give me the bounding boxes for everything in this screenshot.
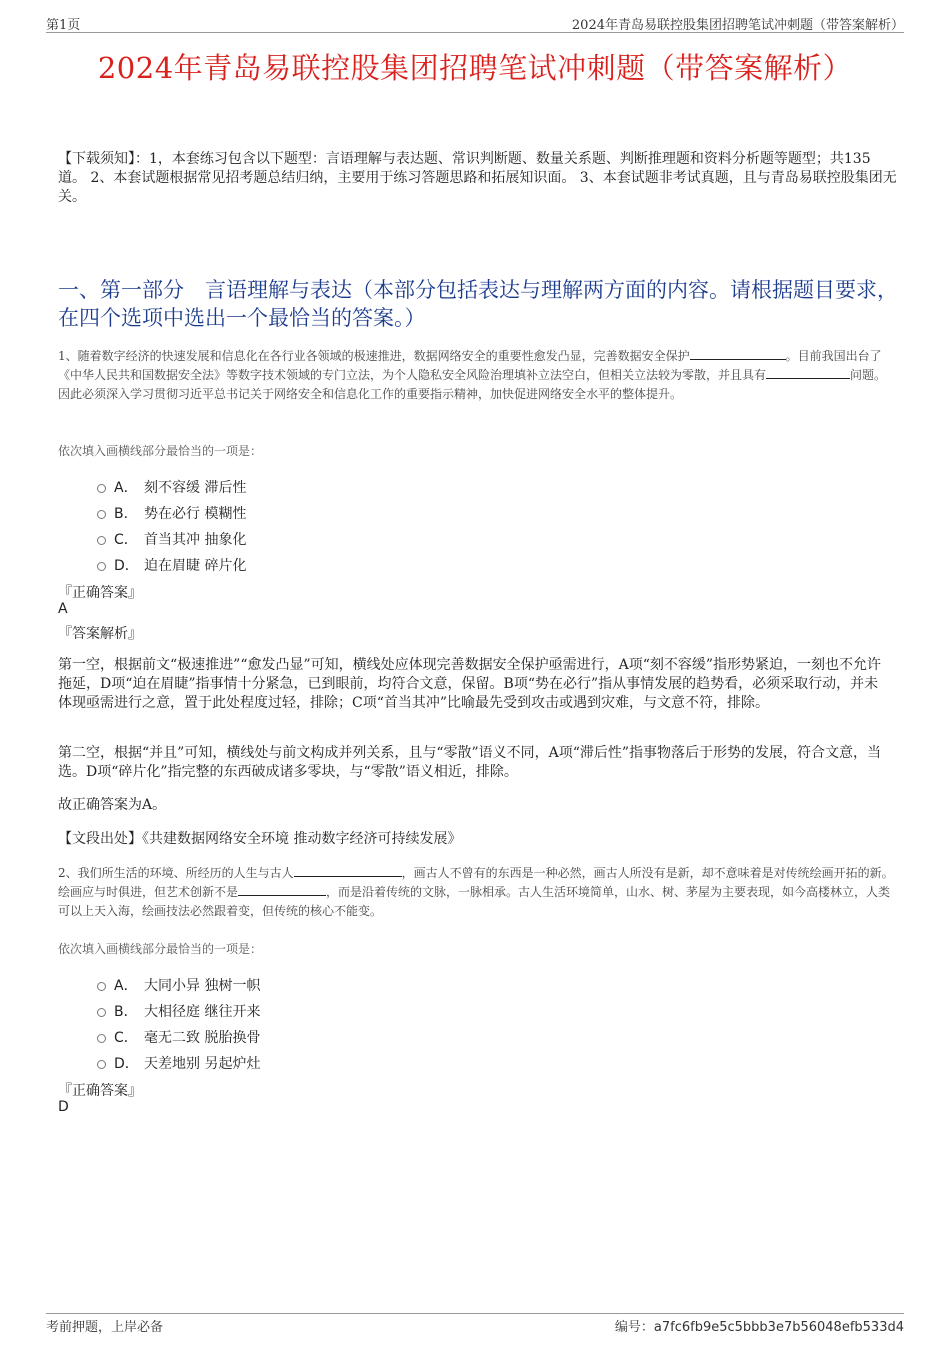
blank-line bbox=[294, 864, 402, 877]
q1-option-a[interactable]: A． 刻不容缓 滞后性 bbox=[97, 477, 246, 497]
q2-option-b[interactable]: B． 大相径庭 继往开来 bbox=[97, 1001, 260, 1021]
q1-analysis-label: 『答案解析』 bbox=[58, 626, 142, 642]
q1-conclusion: 故正确答案为A。 bbox=[58, 797, 167, 813]
radio-button[interactable] bbox=[97, 1060, 106, 1069]
q2-option-d[interactable]: D． 天差地别 另起炉灶 bbox=[97, 1053, 260, 1073]
q1-analysis-paragraph-2: 第二空，根据“并且”可知，横线处与前文构成并列关系，且与“零散”语义不同，A项“滞后性”指事物落后于形势的发展，符合文意，当选。D项“碎片化”指完整的东西破成诸多零块，与“零散”语义相近，排除。 bbox=[58, 745, 882, 780]
q1-analysis-paragraph-1: 第一空，根据前文“极速推进”“愈发凸显”可知，横线处应体现完善数据安全保护亟需进行，A项“刻不容缓”指形势紧迫，一刻也不允许拖延，D项“迫在眉睫”指事情十分紧急，已到眼前，均符合文意，保留。B项“势在必行”指从事情发展的趋势看，必须采取行动，并未体现亟需进行之意，置于此处程度过轻，排除；C项“首当其冲”比喻最先受到攻击或遇到灾难，与文意不符，排除。 bbox=[58, 657, 882, 711]
q2-option-c[interactable]: C． 毫无二致 脱胎换骨 bbox=[97, 1027, 260, 1047]
q1-option-c[interactable]: C． 首当其冲 抽象化 bbox=[97, 529, 246, 549]
page-number: 第1页 bbox=[46, 18, 81, 33]
footer-code: 编号：a7fc6fb9e5c5bbb3e7b56048efb533d4 bbox=[614, 1320, 904, 1335]
q1-option-d[interactable]: D． 迫在眉睫 碎片化 bbox=[97, 555, 246, 575]
radio-button[interactable] bbox=[97, 484, 106, 493]
question-1-text: 1、随着数字经济的快速发展和信息化在各行业各领域的极速推进，数据网络安全的重要性愈发凸显，完善数据安全保护 。目前我国出台了《中华人民共和国数据安全法》等数字技术领域的专门立法，为个人隐私安全风险治理填补立法空白，但相关立法较为零散，并且具有 问题。因此必须深入学习贯彻习近平总书记关于网络安全和信息化工作的重要指示精神，加快促进网络安全水平的整体提升。 bbox=[58, 349, 887, 401]
page-header bbox=[46, 14, 904, 33]
document-title: 2024年青岛易联控股集团招聘笔试冲刺题（带答案解析） bbox=[97, 51, 853, 85]
radio-button[interactable] bbox=[97, 982, 106, 991]
q2-answer-label: 『正确答案』 bbox=[58, 1083, 142, 1099]
q2-answer: D bbox=[58, 1099, 69, 1115]
question-1-instruction: 依次填入画横线部分最恰当的一项是： bbox=[58, 444, 263, 458]
q1-answer-label: 『正确答案』 bbox=[58, 585, 142, 601]
radio-button[interactable] bbox=[97, 1034, 106, 1043]
question-2-instruction: 依次填入画横线部分最恰当的一项是： bbox=[58, 942, 263, 956]
radio-button[interactable] bbox=[97, 536, 106, 545]
blank-line bbox=[690, 347, 786, 360]
q1-option-b[interactable]: B． 势在必行 模糊性 bbox=[97, 503, 246, 523]
q1-source: 【文段出处】《共建数据网络安全环境 推动数字经济可持续发展》 bbox=[58, 831, 462, 847]
blank-line bbox=[766, 366, 850, 379]
section-heading: 一、第一部分 言语理解与表达（本部分包括表达与理解两方面的内容。请根据题目要求，在四个选项中选出一个最恰当的答案。） bbox=[58, 278, 898, 330]
footer-slogan: 考前押题，上岸必备 bbox=[46, 1320, 164, 1335]
radio-button[interactable] bbox=[97, 1008, 106, 1017]
page-footer bbox=[46, 1313, 904, 1335]
header-doc-title: 2024年青岛易联控股集团招聘笔试冲刺题（带答案解析） bbox=[571, 18, 904, 33]
question-2-text: 2、我们所生活的环境、所经历的人生与古人 ，画古人不曾有的东西是一种必然，画古人所没有是新，却不意味着是对传统绘画开拓的新。绘画应与时俱进，但艺术创新不是 ，而是沿着传统的文脉，一脉相承。古人生活环境简单，山水、树、茅屋为主要表现，如今高楼林立，人类可以上天入海，绘画技法必然跟着变，但传统的核心不能变。 bbox=[58, 866, 894, 918]
download-notice: 【下载须知】：1，本套练习包含以下题型：言语理解与表达题、常识判断题、数量关系题、判断推理题和资料分析题等题型；共135道。 2、本套试题根据常见招考题总结归纳，主要用于练习答题思路和拓展知识面。 3、本套试题非考试真题，且与青岛易联控股集团无关。 bbox=[58, 151, 897, 205]
q2-option-a[interactable]: A． 大同小异 独树一帜 bbox=[97, 975, 260, 995]
radio-button[interactable] bbox=[97, 562, 106, 571]
radio-button[interactable] bbox=[97, 510, 106, 519]
blank-line bbox=[238, 883, 326, 896]
q1-answer: A bbox=[58, 601, 68, 617]
